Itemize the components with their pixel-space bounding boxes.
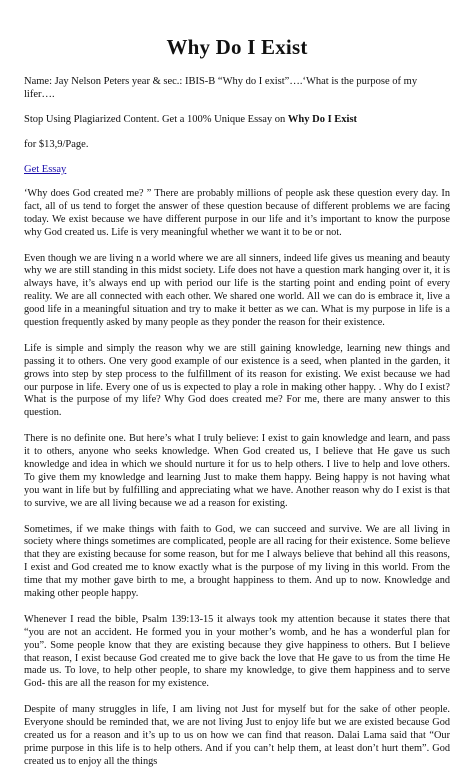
essay-body — [24, 188, 450, 769]
paragraph-1: ‘Why does God created me? ” There are probably millions of people ask these question every day. In fact, all of us tend to forget the answer of these question because of different problems we are facing today. We exist because we have different purpose in our life and it’s important to know the purpose why God created us. Life is very meaningful whether we want it to be or not. — [24, 188, 450, 238]
paragraph-6: Whenever I read the bible, Psalm 139:13-15 it always took my attention because it states there that “you are not an accident. He formed you in your mother’s womb, and he has a wonderful plan for you”. Some people know that they are existing because they give happiness to others. But I believe that reason, I exist because God created me to give back the love that He gave to us from the time He made us. To love, to help other people, to share my knowledge, to give them happiness and to serve God- this are all the reason for my existence. — [24, 613, 450, 690]
paragraph-3: Life is simple and simply the reason why we are still gaining knowledge, learning new things and passing it to others. One very good example of our existence is a seed, when planted in the garden, it grows into step by step process to the fulfillment of its reason for existing. We exist because we had our purpose in life. Every one of us is expected to play a role in making other happy. . Why do I exist? What is the purpose of my life? Why God does created me? For me, there are many answer to this question. — [24, 342, 450, 419]
paragraph-4: There is no definite one. But here’s what I truly believe: I exist to gain knowledge and learn, and pass it to others, anyone who seeks knowledge. When God created us, I believe that He gave us such knowledge and idea in which we should nurture it for us to help others. I live to help and love others. To give them my knowledge and learning Just to make them happy. Being happy is not having what you want in life but by fulfilling and appreciating what we have. Another reason why do I exist is that to survive, we are all living because we ad a reason for existing. — [24, 433, 450, 509]
promo-line — [24, 113, 450, 126]
price-line: for $13,9/Page. — [24, 139, 89, 150]
paragraph-2: Even though we are living n a world where we are all sinners, indeed life gives us meaning and beauty why we are still standing in this midst society. Life does not have a question mark hanging over it, it is always have, it’s always end up with period our life is the starting point and ending point of every reality. We are all connected with each other. We shared one world. All we can do is embrace it, live a good life in a meaningful situation and try to make it better as we can. What is my purpose in life is a question frequently asked by many people as they ponder the reason for their existence. — [24, 252, 450, 329]
author-meta-line: Name: Jay Nelson Peters year & sec.: IBIS-B “Why do I exist”….‘What is the purpose of my lifer…. — [24, 76, 418, 100]
get-essay-link[interactable]: Get Essay — [24, 164, 67, 175]
page-title: Why Do I Exist — [166, 35, 308, 59]
paragraph-5: Sometimes, if we make things with faith to God, we can succeed and survive. We are all living in society where things sometimes are complicated, people are all racing for their existence. Some believe that they are existing because for some reason, but for me I always believe that behind all this reasons, I exist and God created me to know exactly what is the purpose of my living in this world. From the time that my mother gave birth to me, a brought happiness to them. And up to now. Knowledge and making other people happy. — [24, 523, 451, 600]
paragraph-7: Despite of many struggles in life, I am living not Just for myself but for the sake of other people. Everyone should be reminded that, we are not living Just to enjoy life but we are existed because God created us for a reason and it’s up to us on how we can find that reason. Dalai Lama said that “Our prime purpose in this life is to help others. And if you can’t help them, at least don’t hurt them”. God created us to enjoy all the things — [24, 704, 450, 767]
promo-prefix: Stop Using Plagiarized Content. Get a 100% Unique Essay on — [24, 114, 288, 125]
promo-bold-title: Why Do I Exist — [287, 114, 358, 125]
